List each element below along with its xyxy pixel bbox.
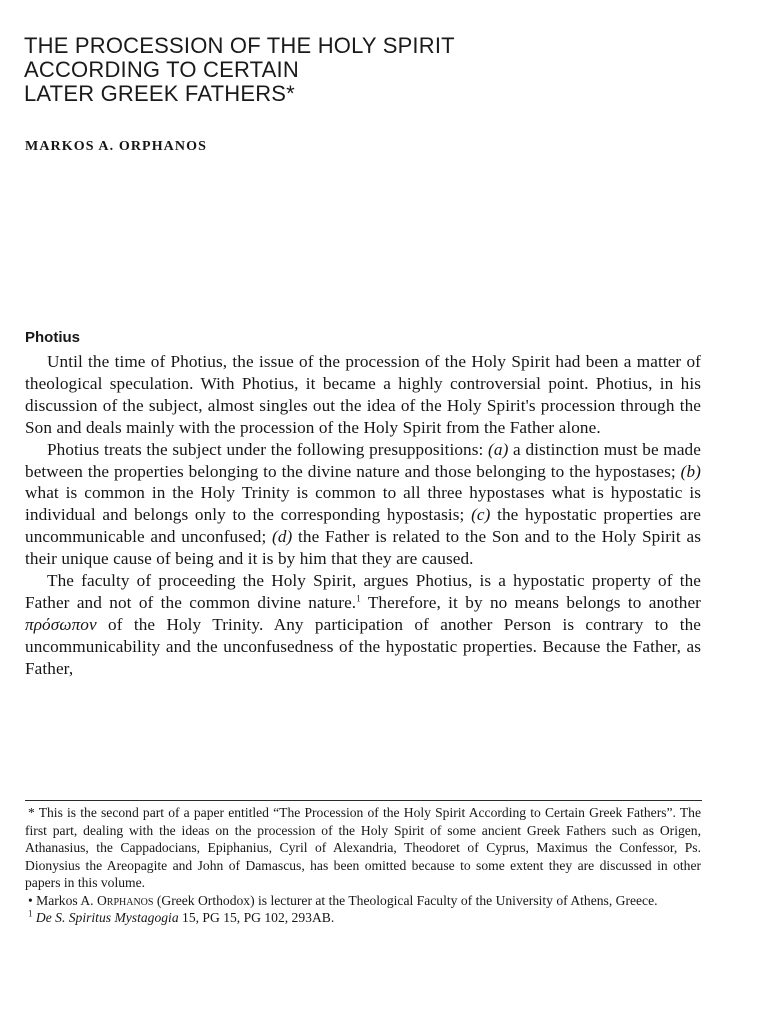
footnote: • Markos A. Orphanos (Greek Orthodox) is lecturer at the Theological Faculty of the University of Athens, Greece. xyxy=(28,892,658,908)
title-line: THE PROCESSION OF THE HOLY SPIRIT xyxy=(24,33,455,58)
footnote: * This is the second part of a paper entitled “The Procession of the Holy Spirit According to Certain Greek Fathers”. The first part, dealing with the ideas on the procession of the Holy Spirit of some ancient Greek Fathers such as Origen, Athanasius, the Cappadocians, Epiphanius, Cyril of Alexandria, Theodoret of Cyprus, Maximus the Confessor, Ps. Dionysius the Areopagite and John of Damascus, has been omitted because to some extent they are discussed in other papers in this volume. xyxy=(25,805,701,890)
body-paragraph: Until the time of Photius, the issue of the procession of the Holy Spirit had been a matter of theological speculation. With Photius, it became a highly controversial point. Photius, in his discussion of the subject, almost singles out the idea of the Holy Spirit's procession through the Son and deals mainly with the procession of the Holy Spirit from the Father alone. xyxy=(25,352,701,437)
title-line: LATER GREEK FATHERS* xyxy=(24,81,295,106)
footnote-reference: 1 xyxy=(356,593,361,604)
body-text xyxy=(25,351,701,680)
footnotes xyxy=(25,804,701,927)
section-heading: Photius xyxy=(25,329,80,346)
footnote: $^1$ De S. Spiritus Mystagogia 15, PG 15, PG 102, 293AB. xyxy=(28,908,335,925)
author-name: MARKOS A. ORPHANOS xyxy=(25,139,207,154)
body-paragraph: The faculty of proceeding the Holy Spirit, argues Photius, is a hypostatic property of the Father and not of the common divine nature.$^1$ Therefore, it by no means belongs to another πρόσωπον of the Holy Trinity. Any participation of another Person is contrary to the uncommunicability and the unconfusedness of the hypostatic properties. Because the Father, as Father, xyxy=(25,571,702,678)
title-line: ACCORDING TO CERTAIN xyxy=(24,57,299,82)
body-paragraph: Photius treats the subject under the following presuppositions: (a) a distinction must be made between the properties belonging to the divine nature and those belonging to the hypostases; (b) what is common in the Holy Trinity is common to all three hypostases what is hypostatic is individual and belongs only to the corresponding hypostasis; (c) the hypostatic properties are uncommunicable and unconfused; (d) the Father is related to the Son and to the Holy Spirit as their unique cause of being and it is by him that they are caused. xyxy=(25,439,701,569)
greek-term: πρόσωπον xyxy=(25,614,97,634)
article-title xyxy=(24,34,724,106)
footnote-divider xyxy=(25,800,702,801)
